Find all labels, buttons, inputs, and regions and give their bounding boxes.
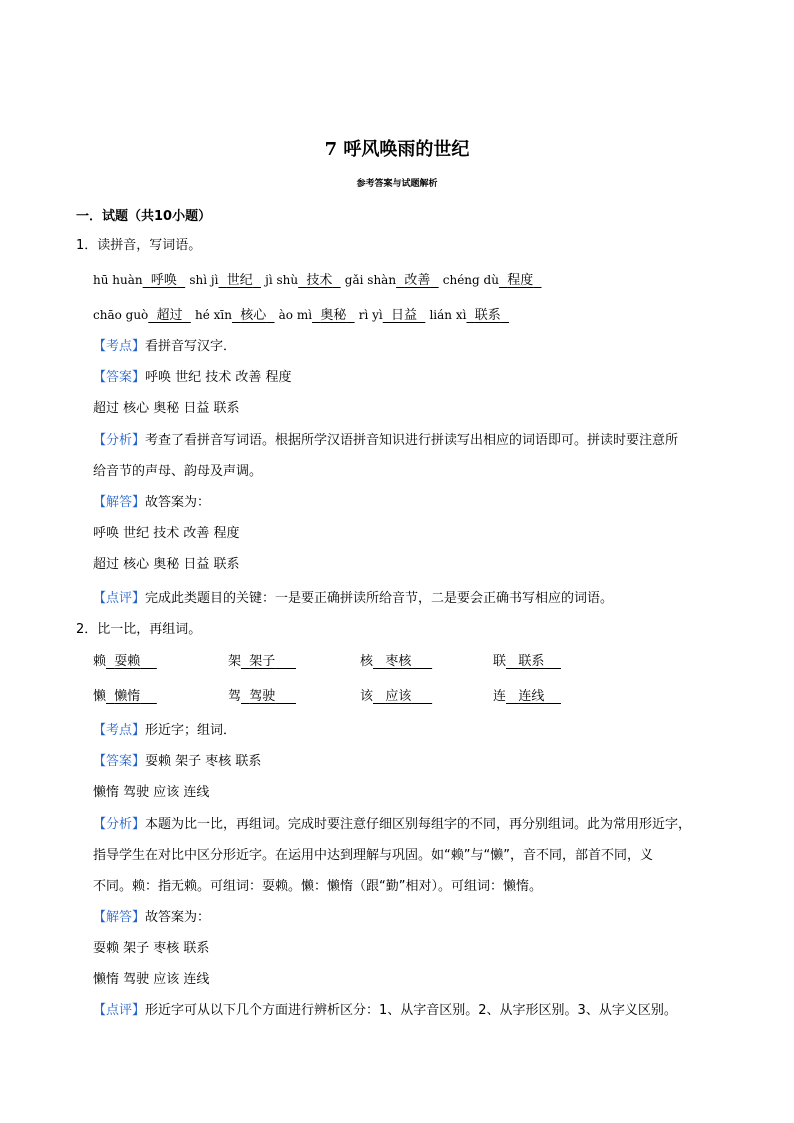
compare-item: 赖 耍赖 (93, 654, 141, 669)
compare-item: 该 应该 (360, 689, 412, 704)
answer-blank: 世纪 (226, 273, 253, 288)
section-heading: 一．试题（共10小题） (76, 209, 212, 224)
pinyin-row-2 (93, 305, 509, 326)
pinyin: shì jì (189, 273, 219, 287)
pinyin: jì shù (265, 273, 299, 287)
compare-item: 懒 懒惰 (93, 689, 141, 704)
compare-item: 核 枣核 (360, 654, 412, 669)
q1-solution: 【解答】故答案为： (93, 495, 211, 510)
q2-comment: 【点评】形近字可从以下几个方面进行辨析区分：1、从字音区别。2、从字形区别。3、从字义区别。 (93, 1003, 677, 1018)
q2-answer: 【答案】耍赖 架子 枣核 联系 (93, 754, 262, 769)
pinyin: lián xì (429, 308, 467, 322)
compare-item: 架 架子 (228, 654, 276, 669)
answer-blank: 程度 (507, 273, 534, 288)
q2-solution: 【解答】故答案为： (93, 910, 211, 925)
compare-item: 联 联系 (493, 654, 545, 669)
pinyin: gǎi shàn (344, 273, 397, 287)
compare-item: 连 连线 (493, 689, 545, 704)
pinyin: chāo guò (93, 308, 149, 322)
answer-blank: 核心 (240, 308, 267, 323)
q1-answer: 【答案】呼唤 世纪 技术 改善 程度 (93, 370, 292, 385)
answer-blank: 超过 (156, 308, 183, 323)
answer-blank: 呼唤 (150, 273, 177, 288)
q2-analysis: 【分析】本题为比一比，再组词。完成时要注意仔细区别每组字的不同，再分别组词。此为常用形近字， (93, 817, 692, 832)
answer-blank: 技术 (306, 273, 333, 288)
pinyin: ào mì (278, 308, 313, 322)
q2-solution-line-1: 耍赖 架子 枣核 联系 (93, 941, 210, 956)
answer-blank: 奥秘 (320, 308, 347, 323)
answer-blank: 日益 (391, 308, 418, 323)
pinyin: rì yì (358, 308, 383, 322)
q2-kaodian: 【考点】形近字；组词． (93, 723, 237, 738)
answer-blank: 改善 (404, 273, 431, 288)
pinyin-row-1 (93, 270, 541, 291)
q1-analysis: 【分析】考查了看拼音写词语。根据所学汉语拼音知识进行拼读写出相应的词语即可。拼读时要注意所 (93, 433, 679, 448)
q1-kaodian: 【考点】看拼音写汉字． (93, 339, 237, 354)
question-1-stem: 1．读拼音，写词语。 (76, 238, 202, 253)
q1-solution-line-1: 呼唤 世纪 技术 改善 程度 (93, 526, 240, 541)
pinyin: chéng dù (442, 273, 499, 287)
page-title: 7 呼风唤雨的世纪 (324, 139, 470, 160)
q2-analysis-line-2: 指导学生在对比中区分形近字。在运用中达到理解与巩固。如“赖”与“懒”，音不同，部首不同，义 (93, 848, 653, 863)
q1-comment: 【点评】完成此类题目的关键：一是要正确拼读所给音节，二是要会正确书写相应的词语。 (93, 591, 614, 606)
q1-analysis-line-2: 给音节的声母、韵母及声调。 (93, 464, 263, 479)
q2-analysis-line-3: 不同。赖：指无赖。可组词：耍赖。懒：懒惰（跟“勤”相对）。可组词：懒惰。 (93, 879, 542, 894)
page-subtitle: 参考答案与试题解析 (356, 179, 438, 189)
pinyin: hū huàn (93, 273, 143, 287)
answer-blank: 联系 (474, 308, 501, 323)
compare-item: 驾 驾驶 (228, 689, 276, 704)
q1-answer-line-2: 超过 核心 奥秘 日益 联系 (93, 401, 240, 416)
q1-solution-line-2: 超过 核心 奥秘 日益 联系 (93, 557, 240, 572)
question-2-stem: 2．比一比，再组词。 (76, 622, 202, 637)
q2-answer-line-2: 懒惰 驾驶 应该 连线 (93, 785, 210, 800)
pinyin: hé xīn (194, 308, 232, 322)
q2-solution-line-2: 懒惰 驾驶 应该 连线 (93, 972, 210, 987)
